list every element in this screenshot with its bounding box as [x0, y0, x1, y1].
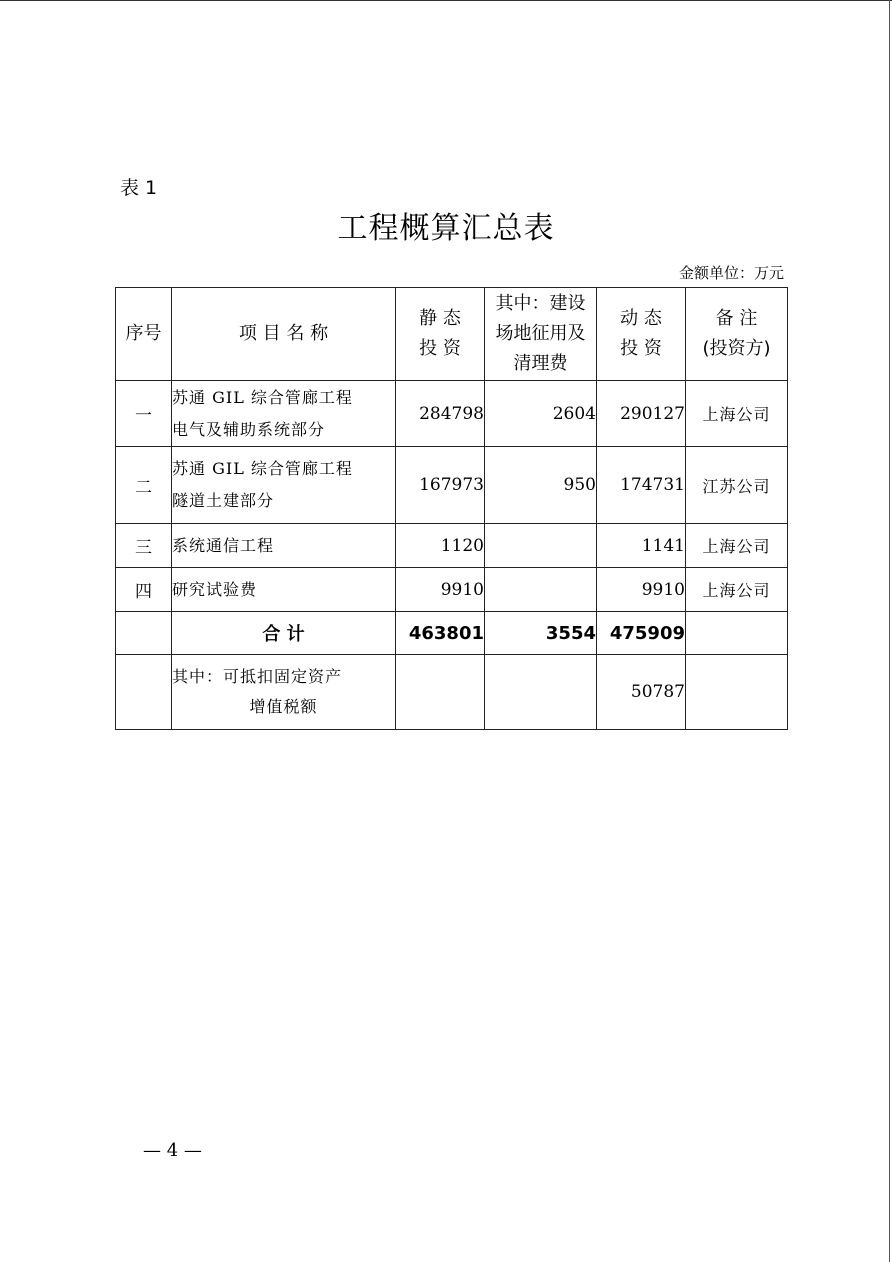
- tax-land-cell: [485, 655, 597, 730]
- row-static: 9910: [396, 568, 485, 612]
- table-label: 表 1: [120, 177, 158, 199]
- tax-dynamic: 50787: [597, 655, 686, 730]
- header-name: 项 目 名 称: [172, 288, 396, 381]
- row-land: [485, 568, 597, 612]
- total-dynamic: 475909: [597, 612, 686, 655]
- page-title: 工程概算汇总表: [337, 211, 555, 246]
- row-static: 1120: [396, 524, 485, 568]
- row-index: 二: [116, 447, 172, 524]
- row-land: [485, 524, 597, 568]
- row-name: [172, 381, 396, 447]
- row-name-line1: 苏通 GIL 综合管廊工程: [172, 459, 353, 478]
- table-row: [116, 381, 788, 447]
- header-index: 序号: [116, 288, 172, 381]
- row-remark: 上海公司: [686, 381, 788, 447]
- table-header-row: [116, 288, 788, 381]
- tax-label-line2: 增值税额: [249, 697, 318, 716]
- total-row: [116, 612, 788, 655]
- row-land: 2604: [485, 381, 597, 447]
- header-static: [396, 288, 485, 381]
- unit-note: 金额单位：万元: [678, 264, 784, 282]
- header-dynamic-line2: 投 资: [620, 338, 662, 359]
- table-row: [116, 447, 788, 524]
- row-dynamic: 174731: [597, 447, 686, 524]
- row-remark: 上海公司: [686, 568, 788, 612]
- header-land: [485, 288, 597, 381]
- header-remark-line2: (投资方): [702, 338, 771, 359]
- row-static: 284798: [396, 381, 485, 447]
- total-label: 合 计: [172, 612, 396, 655]
- row-name: [172, 447, 396, 524]
- row-index: 四: [116, 568, 172, 612]
- page-number: — 4 —: [143, 1140, 202, 1161]
- tax-label-line1: 其中：可抵扣固定资产: [172, 667, 343, 686]
- row-name-line2: 电气及辅助系统部分: [172, 419, 326, 439]
- row-dynamic: 1141: [597, 524, 686, 568]
- header-static-line1: 静 态: [419, 308, 461, 329]
- row-name-line2: 隧道土建部分: [172, 491, 275, 510]
- tax-label: [172, 655, 396, 730]
- header-land-line3: 清理费: [513, 353, 568, 374]
- row-index: 一: [116, 381, 172, 447]
- top-border-line: [0, 0, 892, 1]
- header-static-line2: 投 资: [419, 338, 461, 359]
- tax-remark-cell: [686, 655, 788, 730]
- total-remark-cell: [686, 612, 788, 655]
- header-remark-line1: 备 注: [715, 308, 758, 329]
- total-land: 3554: [485, 612, 597, 655]
- row-index: 三: [116, 524, 172, 568]
- header-dynamic: [597, 288, 686, 381]
- row-static: 167973: [396, 447, 485, 524]
- header-dynamic-line1: 动 态: [620, 308, 662, 329]
- budget-summary-table: [115, 287, 788, 730]
- header-remark: [686, 288, 788, 381]
- right-border-line: [889, 0, 890, 1262]
- total-static: 463801: [396, 612, 485, 655]
- row-land: 950: [485, 447, 597, 524]
- tax-static-cell: [396, 655, 485, 730]
- row-remark: 江苏公司: [686, 447, 788, 524]
- row-remark: 上海公司: [686, 524, 788, 568]
- tax-index-cell: [116, 655, 172, 730]
- row-name-line1: 苏通 GIL 综合管廊工程: [172, 387, 353, 407]
- tax-row: [116, 655, 788, 730]
- row-dynamic: 9910: [597, 568, 686, 612]
- table-row: [116, 568, 788, 612]
- table-row: [116, 524, 788, 568]
- header-land-line2: 场地征用及: [495, 323, 586, 344]
- total-index-cell: [116, 612, 172, 655]
- row-name: 系统通信工程: [172, 524, 396, 568]
- row-name: 研究试验费: [172, 568, 396, 612]
- header-land-line1: 其中：建设: [495, 293, 586, 314]
- row-dynamic: 290127: [597, 381, 686, 447]
